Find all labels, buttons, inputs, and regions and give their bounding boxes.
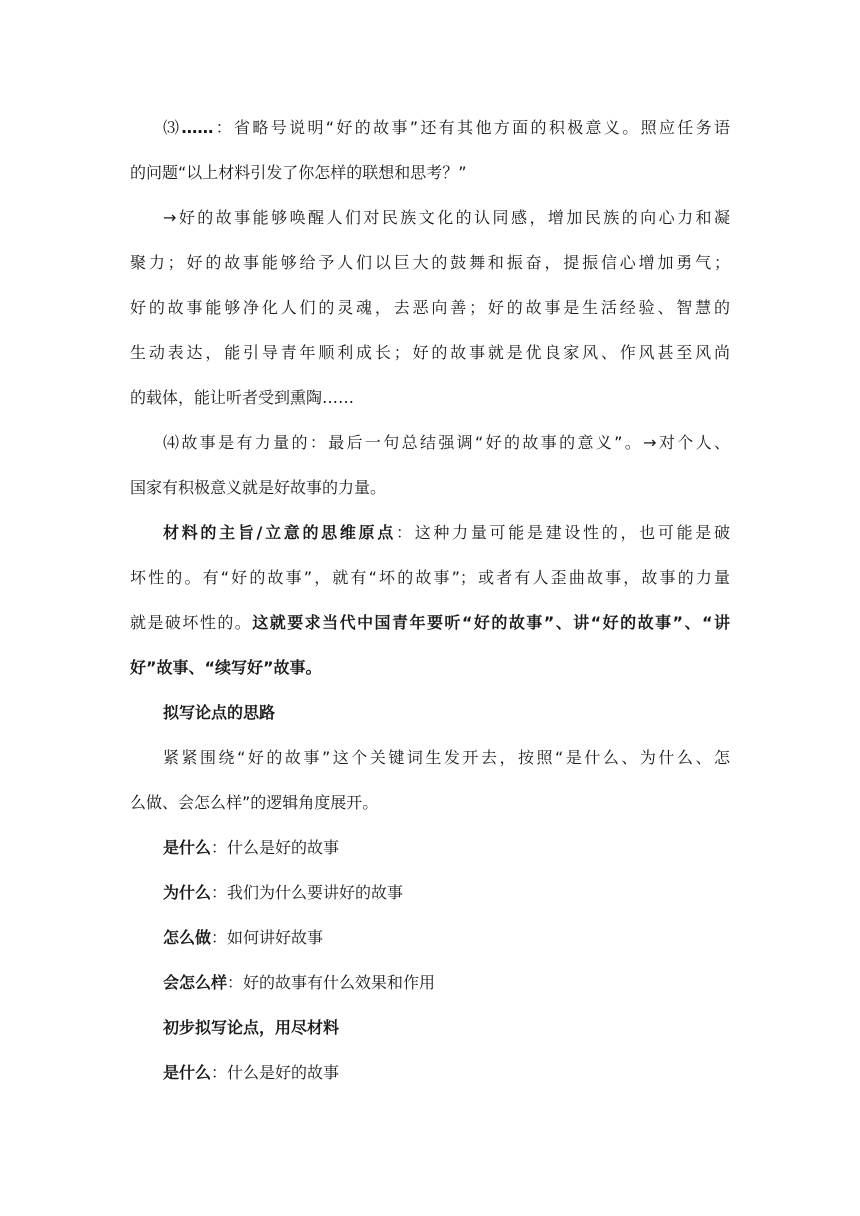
section-heading-draft: 初步拟写论点，用尽材料: [163, 1018, 340, 1037]
para-arrow-line-2: 聚力；好的故事能够给予人们以巨大的鼓舞和振奋，提振信心增加勇气；: [130, 253, 730, 272]
item-how: [163, 926, 730, 950]
item-label: 是什么: [163, 838, 212, 857]
para-arrow-line-4: 生动表达，能引导青年顺利成长；好的故事就是优良家风、作风甚至风尚: [130, 343, 730, 362]
text-run: ：省略号说明“好的故事”还有其他方面的积极意义。照应任务语: [213, 118, 730, 137]
theme-line-2: 坏性的。有“好的故事”，就有“坏的故事”；或者有人歪曲故事，故事的力量: [130, 568, 730, 587]
list-marker: ⑶: [163, 118, 182, 137]
para-arrow-line-3: 好的故事能够净化人们的灵魂，去恶向善；好的故事是生活经验、智慧的: [130, 298, 730, 317]
item-label: 怎么做: [163, 928, 212, 947]
ellipsis-bold: ……: [181, 118, 214, 137]
text-run: ：这种力量可能是建设性的，也可能是破: [396, 523, 730, 542]
para-arrow-line-1: →好的故事能够唤醒人们对民族文化的认同感，增加民族的向心力和凝: [163, 208, 730, 227]
para-3-line-1: [163, 116, 730, 140]
item-label: 为什么: [163, 883, 212, 902]
para-3-line-2: 的问题“以上材料引发了你怎样的联想和思考？”: [130, 163, 467, 182]
approach-line-2: 么做、会怎么样”的逻辑角度展开。: [130, 793, 379, 812]
item-text: ：什么是好的故事: [211, 1063, 340, 1082]
item-text: ：如何讲好故事: [211, 928, 324, 947]
item-what: [163, 836, 730, 860]
item-effect: [163, 971, 730, 995]
item-text: ：我们为什么要讲好的故事: [211, 883, 404, 902]
theme-label: 材料的主旨/立意的思维原点: [163, 523, 396, 542]
approach-line-1: 紧紧围绕“好的故事”这个关键词生发开去，按照“是什么、为什么、怎: [163, 748, 730, 767]
theme-line-3: [130, 611, 730, 635]
item-label: 是什么: [163, 1063, 212, 1082]
item-what-repeat: [163, 1061, 730, 1085]
item-text: ：好的故事有什么效果和作用: [227, 973, 436, 992]
item-label: 会怎么样: [163, 973, 228, 992]
item-why: [163, 881, 730, 905]
para-arrow-line-5: 的载体，能让听者受到熏陶……: [130, 388, 355, 407]
item-text: ：什么是好的故事: [211, 838, 340, 857]
para-4-line-2: 国家有积极意义就是好故事的力量。: [130, 478, 387, 497]
section-heading-approach: 拟写论点的思路: [163, 703, 276, 722]
text-run: 就是破坏性的。: [130, 613, 253, 632]
emphasis-bold: 这就要求当代中国青年要听“好的故事”、讲“好的故事”、“讲: [252, 613, 730, 632]
para-4-line-1: ⑷故事是有力量的：最后一句总结强调“好的故事的意义”。→对个人、: [163, 433, 730, 452]
theme-line-4: 好”故事、“续写好”故事。: [130, 658, 322, 677]
theme-line-1: [163, 521, 730, 545]
